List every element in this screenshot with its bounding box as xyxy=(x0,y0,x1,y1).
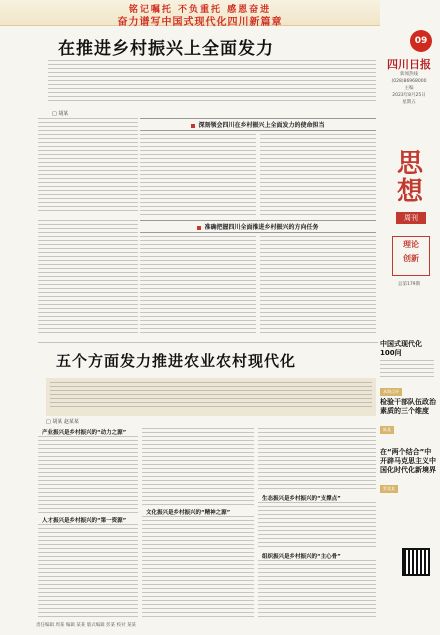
sidebar-item[interactable] xyxy=(380,398,436,435)
subhead-marker-icon xyxy=(191,124,195,128)
masthead-info-3: 主编 xyxy=(404,86,414,91)
section-tag-bottom: 创新 xyxy=(403,254,419,263)
article2-subhead-3: 文化振兴是乡村振兴的“精神之源” xyxy=(146,510,231,516)
article1-subhead-2-text: 准确把握四川全面推进乡村振兴的方向任务 xyxy=(204,224,319,231)
sidebar-item[interactable] xyxy=(380,340,436,397)
sidebar-item-author: 本期点评 xyxy=(380,388,402,396)
article2-col2b-text xyxy=(142,516,254,618)
sidebar-item-title: 在“两个结合”中开辟马克思主义中国化时代化新境界 xyxy=(380,448,436,474)
section-title xyxy=(386,150,434,206)
section-tag xyxy=(392,236,430,276)
sidebar-item-text xyxy=(380,360,434,378)
sidebar-item[interactable] xyxy=(380,448,436,494)
article2-col1b-text xyxy=(38,524,138,618)
article1-col1b-text xyxy=(38,220,138,336)
article2-lead-text xyxy=(50,382,372,410)
article1-lead-text xyxy=(48,60,376,102)
qr-code-icon[interactable] xyxy=(402,548,430,576)
page-number-badge: 09 xyxy=(410,30,432,52)
masthead-info-4: 2023年8月25日 xyxy=(392,93,426,98)
article2-col2-text xyxy=(142,428,254,506)
article2-byline: □ 胡某 赵某某 xyxy=(46,419,79,425)
sidebar-item-title: 检验干部队伍政治素质的三个维度 xyxy=(380,398,436,415)
article1-col2b-text xyxy=(140,232,256,336)
article2-col3b-text xyxy=(258,502,376,550)
article2-col3-text xyxy=(258,428,376,492)
masthead xyxy=(380,0,440,635)
article2-subhead-4: 生态振兴是乡村振兴的“支撑点” xyxy=(262,496,341,502)
article1-col3-text xyxy=(260,130,376,216)
page-footer: 责任编辑 周某 编辑 某某 版式编辑 彭某 校对 某某 xyxy=(36,623,137,628)
article1-byline: □ 胡某 xyxy=(52,111,69,117)
article2-subhead-2: 人才振兴是乡村振兴的“第一资源” xyxy=(42,518,127,524)
article2-subhead-5: 组织振兴是乡村振兴的“主心骨” xyxy=(262,554,341,560)
article1-col2-text xyxy=(140,130,256,216)
issue-info: 总第179期 xyxy=(397,282,421,287)
masthead-info-1: 新闻热线 xyxy=(400,72,418,77)
banner-slogan: 铭记嘱托 不负重托 感恩奋进 xyxy=(128,5,272,15)
section-title-text: 思想 xyxy=(396,149,423,207)
article2-col3c-text xyxy=(258,560,376,618)
article2-col1-text xyxy=(38,436,138,514)
article1-col3b-text xyxy=(260,232,376,336)
sidebar-item-author: 陈某 xyxy=(380,426,394,434)
section-subtitle: 周刊 xyxy=(396,212,426,224)
article1-title: 在推进乡村振兴上全面发力 xyxy=(58,39,274,59)
article2-title: 五个方面发力推进农业农村现代化 xyxy=(56,352,297,370)
article1-col1-text xyxy=(38,118,138,214)
sidebar-item-author: 罗某某 xyxy=(380,485,398,493)
article1-subhead-1-text: 深刻领会四川在乡村振兴上全面发力的使命担当 xyxy=(198,122,325,129)
banner-headline: 奋力谱写中国式现代化四川新篇章 xyxy=(117,17,283,28)
article2-subhead-1: 产业振兴是乡村振兴的“动力之源” xyxy=(42,430,127,436)
masthead-info-2: (028)86968000 xyxy=(391,79,427,84)
sidebar-item-title: 中国式现代化100问 xyxy=(380,340,422,357)
section-divider xyxy=(38,342,378,343)
subhead-marker-icon xyxy=(197,226,201,230)
article2-lead-box xyxy=(46,378,376,416)
newspaper-logo: 四川日报 xyxy=(387,58,431,71)
section-tag-top: 理论 xyxy=(403,240,419,249)
masthead-info-5: 星期五 xyxy=(402,100,416,105)
top-banner xyxy=(0,0,440,26)
